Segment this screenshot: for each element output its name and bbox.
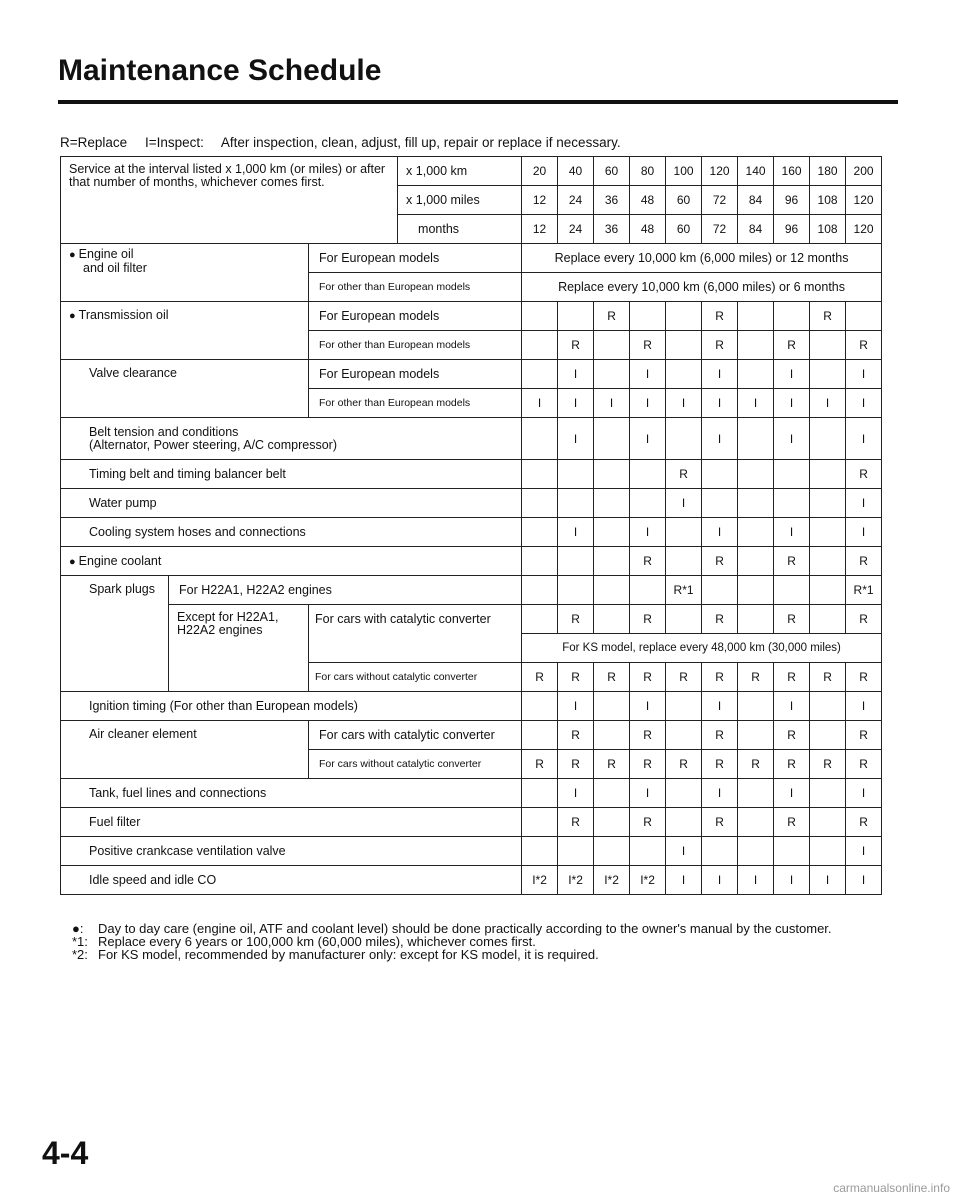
val-cell bbox=[738, 360, 774, 389]
val-cell: R bbox=[702, 750, 738, 779]
val-cell bbox=[810, 360, 846, 389]
val-cell bbox=[522, 837, 558, 866]
val-cell bbox=[774, 576, 810, 605]
km-cell: 180 bbox=[810, 157, 846, 186]
miles-cell: 108 bbox=[810, 186, 846, 215]
row-fuel-filter bbox=[61, 808, 882, 837]
val-cell: I bbox=[774, 692, 810, 721]
val-cell bbox=[738, 518, 774, 547]
months-cell: 36 bbox=[594, 215, 630, 244]
row-tank-fuel-lines bbox=[61, 779, 882, 808]
val-cell: I bbox=[846, 518, 882, 547]
val-cell bbox=[738, 460, 774, 489]
val-cell: R bbox=[558, 663, 594, 692]
val-cell: I bbox=[558, 389, 594, 418]
val-cell bbox=[558, 547, 594, 576]
val-cell bbox=[522, 808, 558, 837]
val-cell bbox=[810, 837, 846, 866]
spark-ks-note: For KS model, replace every 48,000 km (30,000 miles) bbox=[522, 634, 882, 663]
val-cell bbox=[738, 547, 774, 576]
ignition-timing-label: Ignition timing (For other than European models) bbox=[61, 692, 522, 721]
row-water-pump bbox=[61, 489, 882, 518]
miles-cell: 60 bbox=[666, 186, 702, 215]
val-cell bbox=[522, 779, 558, 808]
spark-except-label: Except for H22A1, H22A2 engines bbox=[169, 605, 309, 692]
engine-oil-other-note: Replace every 10,000 km (6,000 miles) or 6 months bbox=[522, 273, 882, 302]
val-cell: R bbox=[738, 750, 774, 779]
val-cell bbox=[810, 418, 846, 460]
val-cell bbox=[522, 360, 558, 389]
val-cell: I bbox=[666, 837, 702, 866]
val-cell: I bbox=[774, 518, 810, 547]
val-cell: I bbox=[558, 518, 594, 547]
val-cell bbox=[738, 808, 774, 837]
val-cell: R bbox=[774, 750, 810, 779]
val-cell: R bbox=[810, 302, 846, 331]
val-cell bbox=[522, 547, 558, 576]
engine-oil-eu-note: Replace every 10,000 km (6,000 miles) or 12 months bbox=[522, 244, 882, 273]
row-air-cleaner-cat bbox=[61, 721, 882, 750]
footnote-1-text: Replace every 6 years or 100,000 km (60,000 miles), whichever comes first. bbox=[98, 934, 536, 949]
val-cell: R bbox=[774, 808, 810, 837]
val-cell bbox=[558, 302, 594, 331]
row-engine-coolant bbox=[61, 547, 882, 576]
val-cell: I bbox=[702, 779, 738, 808]
val-cell bbox=[702, 576, 738, 605]
months-cell: 60 bbox=[666, 215, 702, 244]
engine-oil-eu-label: For European models bbox=[309, 244, 522, 273]
val-cell bbox=[522, 302, 558, 331]
val-cell bbox=[738, 302, 774, 331]
val-cell: R bbox=[630, 547, 666, 576]
val-cell: I bbox=[774, 360, 810, 389]
km-cell: 20 bbox=[522, 157, 558, 186]
val-cell bbox=[594, 692, 630, 721]
val-cell: I bbox=[702, 389, 738, 418]
engine-coolant-text: Engine coolant bbox=[78, 554, 162, 568]
val-cell bbox=[738, 331, 774, 360]
cooling-hoses-label: Cooling system hoses and connections bbox=[61, 518, 522, 547]
val-cell: R bbox=[594, 750, 630, 779]
val-cell: R bbox=[846, 460, 882, 489]
bullet-icon: ● bbox=[69, 249, 76, 261]
val-cell: R bbox=[630, 663, 666, 692]
val-cell bbox=[738, 692, 774, 721]
miles-cell: 72 bbox=[702, 186, 738, 215]
air-cleaner-cat-label: For cars with catalytic converter bbox=[309, 721, 522, 750]
val-cell bbox=[594, 489, 630, 518]
val-cell: R bbox=[702, 808, 738, 837]
spark-nocat-label: For cars without catalytic converter bbox=[309, 663, 522, 692]
val-cell bbox=[522, 331, 558, 360]
val-cell bbox=[774, 460, 810, 489]
val-cell: I bbox=[630, 418, 666, 460]
val-cell bbox=[630, 460, 666, 489]
row-engine-oil-eu bbox=[61, 244, 882, 273]
months-cell: 24 bbox=[558, 215, 594, 244]
km-cell: 140 bbox=[738, 157, 774, 186]
months-cell: 96 bbox=[774, 215, 810, 244]
spark-plugs-label: Spark plugs bbox=[61, 576, 169, 692]
miles-cell: 120 bbox=[846, 186, 882, 215]
km-cell: 100 bbox=[666, 157, 702, 186]
val-cell: R bbox=[558, 808, 594, 837]
miles-cell: 36 bbox=[594, 186, 630, 215]
val-cell: R bbox=[846, 331, 882, 360]
km-cell: 160 bbox=[774, 157, 810, 186]
val-cell: I bbox=[846, 360, 882, 389]
val-cell bbox=[810, 518, 846, 547]
val-cell: R bbox=[702, 721, 738, 750]
bullet-icon: ● bbox=[69, 556, 76, 568]
val-cell: I bbox=[846, 489, 882, 518]
tank-fuel-lines-label: Tank, fuel lines and connections bbox=[61, 779, 522, 808]
header-row-km bbox=[61, 157, 882, 186]
val-cell: R bbox=[666, 663, 702, 692]
val-cell: R*1 bbox=[666, 576, 702, 605]
val-cell bbox=[594, 547, 630, 576]
val-cell: I bbox=[846, 389, 882, 418]
val-cell: R bbox=[666, 750, 702, 779]
val-cell: I bbox=[774, 418, 810, 460]
val-cell: I bbox=[738, 866, 774, 895]
page-number: 4-4 bbox=[42, 1135, 89, 1171]
val-cell: R bbox=[522, 663, 558, 692]
val-cell: R bbox=[702, 605, 738, 634]
val-cell bbox=[702, 489, 738, 518]
val-cell bbox=[630, 302, 666, 331]
val-cell: R bbox=[666, 460, 702, 489]
val-cell: I bbox=[594, 389, 630, 418]
val-cell bbox=[810, 460, 846, 489]
val-cell bbox=[594, 605, 630, 634]
val-cell: I bbox=[630, 692, 666, 721]
footnote-dot-mark: ●: bbox=[72, 921, 84, 936]
legend-inspect-desc: After inspection, clean, adjust, fill up, repair or replace if necessary. bbox=[220, 135, 621, 150]
val-cell: R bbox=[810, 663, 846, 692]
val-cell: I bbox=[666, 866, 702, 895]
val-cell: I bbox=[630, 360, 666, 389]
val-cell: I bbox=[702, 692, 738, 721]
val-cell bbox=[666, 518, 702, 547]
air-cleaner-nocat-label: For cars without catalytic converter bbox=[309, 750, 522, 779]
val-cell: I bbox=[702, 418, 738, 460]
months-cell: 48 bbox=[630, 215, 666, 244]
val-cell: I bbox=[774, 866, 810, 895]
transmission-other-label: For other than European models bbox=[309, 331, 522, 360]
months-cell: 108 bbox=[810, 215, 846, 244]
pcv-valve-label: Positive crankcase ventilation valve bbox=[61, 837, 522, 866]
months-cell: 84 bbox=[738, 215, 774, 244]
val-cell bbox=[738, 576, 774, 605]
val-cell: R bbox=[846, 547, 882, 576]
val-cell bbox=[522, 576, 558, 605]
valve-label bbox=[61, 360, 309, 418]
footnote-2-mark: *2: bbox=[72, 947, 88, 962]
val-cell: I bbox=[702, 866, 738, 895]
val-cell: R bbox=[702, 302, 738, 331]
val-cell: R bbox=[702, 663, 738, 692]
footnote-dot-text: Day to day care (engine oil, ATF and coolant level) should be done practically according to the owner's manual by the customer. bbox=[98, 921, 832, 936]
footnote-2 bbox=[72, 948, 892, 961]
val-cell: I*2 bbox=[594, 866, 630, 895]
val-cell bbox=[810, 489, 846, 518]
val-cell bbox=[594, 518, 630, 547]
val-cell bbox=[630, 489, 666, 518]
spark-cat-label: For cars with catalytic converter bbox=[309, 605, 522, 663]
val-cell bbox=[666, 808, 702, 837]
val-cell bbox=[666, 547, 702, 576]
val-cell bbox=[666, 779, 702, 808]
val-cell bbox=[522, 460, 558, 489]
km-cell: 200 bbox=[846, 157, 882, 186]
spark-h22-label: For H22A1, H22A2 engines bbox=[169, 576, 522, 605]
belt-tension-label bbox=[61, 418, 522, 460]
val-cell bbox=[846, 302, 882, 331]
val-cell bbox=[522, 518, 558, 547]
idle-speed-label: Idle speed and idle CO bbox=[61, 866, 522, 895]
val-cell: R bbox=[630, 331, 666, 360]
val-cell: R*1 bbox=[846, 576, 882, 605]
val-cell bbox=[558, 576, 594, 605]
miles-label: x 1,000 miles bbox=[398, 186, 522, 215]
val-cell: R bbox=[774, 721, 810, 750]
engine-oil-label bbox=[61, 244, 309, 302]
val-cell: R bbox=[774, 331, 810, 360]
val-cell: R bbox=[522, 750, 558, 779]
km-cell: 120 bbox=[702, 157, 738, 186]
val-cell: R bbox=[810, 750, 846, 779]
valve-eu-label: For European models bbox=[309, 360, 522, 389]
miles-cell: 12 bbox=[522, 186, 558, 215]
val-cell: R bbox=[594, 302, 630, 331]
val-cell: R bbox=[846, 750, 882, 779]
row-spark-h22 bbox=[61, 576, 882, 605]
legend-inspect: I=Inspect: bbox=[144, 135, 204, 150]
val-cell: I bbox=[846, 866, 882, 895]
val-cell bbox=[666, 721, 702, 750]
val-cell bbox=[594, 779, 630, 808]
val-cell: I bbox=[558, 418, 594, 460]
maintenance-table bbox=[60, 156, 882, 895]
val-cell: I bbox=[702, 518, 738, 547]
timing-belt-label: Timing belt and timing balancer belt bbox=[61, 460, 522, 489]
miles-cell: 84 bbox=[738, 186, 774, 215]
val-cell bbox=[810, 692, 846, 721]
val-cell bbox=[702, 837, 738, 866]
row-idle-speed bbox=[61, 866, 882, 895]
val-cell bbox=[666, 605, 702, 634]
val-cell: R bbox=[594, 663, 630, 692]
legend bbox=[60, 135, 635, 150]
air-cleaner-label: Air cleaner element bbox=[61, 721, 309, 779]
val-cell bbox=[738, 779, 774, 808]
val-cell bbox=[738, 605, 774, 634]
val-cell bbox=[738, 721, 774, 750]
val-cell bbox=[594, 460, 630, 489]
miles-cell: 24 bbox=[558, 186, 594, 215]
miles-cell: 96 bbox=[774, 186, 810, 215]
val-cell bbox=[774, 837, 810, 866]
val-cell bbox=[630, 837, 666, 866]
belt-tension-line2: (Alternator, Power steering, A/C compressor) bbox=[89, 437, 338, 452]
val-cell bbox=[738, 489, 774, 518]
val-cell bbox=[594, 360, 630, 389]
val-cell bbox=[810, 576, 846, 605]
val-cell bbox=[522, 489, 558, 518]
valve-label-text: Valve clearance bbox=[89, 366, 178, 380]
val-cell: I bbox=[522, 389, 558, 418]
val-cell: R bbox=[702, 331, 738, 360]
row-belt-tension bbox=[61, 418, 882, 460]
months-cell: 120 bbox=[846, 215, 882, 244]
engine-oil-other-label: For other than European models bbox=[309, 273, 522, 302]
engine-oil-line2: and oil filter bbox=[83, 261, 147, 275]
val-cell: I bbox=[666, 389, 702, 418]
val-cell bbox=[738, 418, 774, 460]
val-cell: I bbox=[630, 779, 666, 808]
val-cell: R bbox=[558, 331, 594, 360]
months-cell: 12 bbox=[522, 215, 558, 244]
title-rule bbox=[58, 100, 898, 104]
val-cell: R bbox=[846, 663, 882, 692]
val-cell bbox=[666, 331, 702, 360]
val-cell bbox=[810, 331, 846, 360]
val-cell: I bbox=[810, 389, 846, 418]
val-cell bbox=[594, 576, 630, 605]
val-cell: I*2 bbox=[630, 866, 666, 895]
val-cell: R bbox=[630, 750, 666, 779]
val-cell bbox=[666, 692, 702, 721]
val-cell: I bbox=[846, 692, 882, 721]
val-cell: I*2 bbox=[558, 866, 594, 895]
val-cell: I bbox=[666, 489, 702, 518]
valve-other-label: For other than European models bbox=[309, 389, 522, 418]
val-cell: I bbox=[774, 779, 810, 808]
footnotes bbox=[72, 922, 892, 961]
val-cell bbox=[810, 547, 846, 576]
engine-oil-line1: Engine oil bbox=[78, 247, 134, 261]
val-cell: R bbox=[558, 605, 594, 634]
val-cell bbox=[810, 779, 846, 808]
val-cell: I bbox=[630, 518, 666, 547]
row-cooling-hoses bbox=[61, 518, 882, 547]
val-cell bbox=[558, 460, 594, 489]
val-cell: R bbox=[558, 750, 594, 779]
watermark: carmanualsonline.info bbox=[833, 1181, 950, 1195]
km-cell: 60 bbox=[594, 157, 630, 186]
val-cell: R bbox=[558, 721, 594, 750]
val-cell bbox=[594, 331, 630, 360]
row-ignition-timing bbox=[61, 692, 882, 721]
row-pcv-valve bbox=[61, 837, 882, 866]
val-cell bbox=[738, 837, 774, 866]
val-cell bbox=[774, 302, 810, 331]
val-cell bbox=[594, 721, 630, 750]
val-cell bbox=[558, 489, 594, 518]
val-cell bbox=[666, 360, 702, 389]
service-interval-text: Service at the interval listed x 1,000 km (or miles) or after that number of months, whichever comes first. bbox=[61, 157, 398, 244]
val-cell: I*2 bbox=[522, 866, 558, 895]
val-cell bbox=[558, 837, 594, 866]
footnote-1-mark: *1: bbox=[72, 934, 88, 949]
val-cell bbox=[666, 418, 702, 460]
val-cell bbox=[810, 605, 846, 634]
val-cell bbox=[522, 721, 558, 750]
row-valve-eu bbox=[61, 360, 882, 389]
belt-tension-line1: Belt tension and conditions bbox=[89, 424, 239, 439]
val-cell: R bbox=[630, 808, 666, 837]
km-cell: 80 bbox=[630, 157, 666, 186]
val-cell: I bbox=[810, 866, 846, 895]
row-transmission-eu bbox=[61, 302, 882, 331]
row-timing-belt bbox=[61, 460, 882, 489]
val-cell bbox=[810, 808, 846, 837]
months-label: months bbox=[398, 215, 522, 244]
miles-cell: 48 bbox=[630, 186, 666, 215]
row-spark-cat bbox=[61, 605, 882, 634]
water-pump-label: Water pump bbox=[61, 489, 522, 518]
bullet-icon: ● bbox=[69, 310, 76, 322]
transmission-eu-label: For European models bbox=[309, 302, 522, 331]
page-title: Maintenance Schedule bbox=[58, 54, 382, 87]
months-cell: 72 bbox=[702, 215, 738, 244]
val-cell: I bbox=[558, 779, 594, 808]
val-cell: R bbox=[630, 605, 666, 634]
val-cell: I bbox=[702, 360, 738, 389]
val-cell: R bbox=[774, 663, 810, 692]
val-cell bbox=[522, 605, 558, 634]
val-cell: R bbox=[774, 547, 810, 576]
val-cell bbox=[522, 418, 558, 460]
val-cell: I bbox=[846, 418, 882, 460]
val-cell bbox=[774, 489, 810, 518]
transmission-label bbox=[61, 302, 309, 360]
val-cell bbox=[702, 460, 738, 489]
km-cell: 40 bbox=[558, 157, 594, 186]
val-cell: I bbox=[558, 692, 594, 721]
val-cell: I bbox=[846, 837, 882, 866]
val-cell: R bbox=[738, 663, 774, 692]
val-cell bbox=[522, 692, 558, 721]
val-cell: I bbox=[558, 360, 594, 389]
fuel-filter-label: Fuel filter bbox=[61, 808, 522, 837]
engine-coolant-label bbox=[61, 547, 522, 576]
km-label: x 1,000 km bbox=[398, 157, 522, 186]
val-cell: I bbox=[846, 779, 882, 808]
val-cell: R bbox=[846, 808, 882, 837]
val-cell: I bbox=[774, 389, 810, 418]
val-cell bbox=[666, 302, 702, 331]
val-cell: R bbox=[630, 721, 666, 750]
transmission-label-text: Transmission oil bbox=[78, 308, 169, 322]
val-cell bbox=[810, 721, 846, 750]
val-cell bbox=[630, 576, 666, 605]
val-cell: R bbox=[846, 605, 882, 634]
val-cell bbox=[594, 808, 630, 837]
val-cell: R bbox=[846, 721, 882, 750]
legend-replace: R=Replace bbox=[60, 135, 128, 150]
val-cell: R bbox=[774, 605, 810, 634]
val-cell: I bbox=[738, 389, 774, 418]
val-cell: I bbox=[630, 389, 666, 418]
val-cell bbox=[594, 837, 630, 866]
val-cell: R bbox=[702, 547, 738, 576]
val-cell bbox=[594, 418, 630, 460]
footnote-2-text: For KS model, recommended by manufacturer only: except for KS model, it is required. bbox=[98, 947, 599, 962]
